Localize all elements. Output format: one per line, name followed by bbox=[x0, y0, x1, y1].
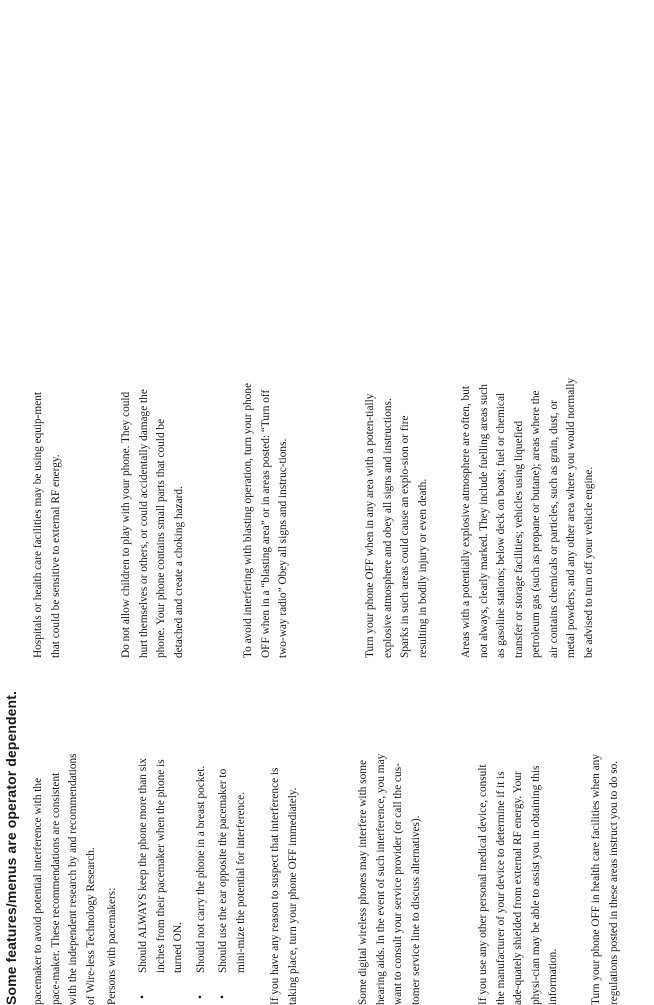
left-paragraph-4: Some digital wireless phones may interfere with some hearing aids. In the event of such interference, you may want to consult your service provider (or call the cus-tomer service line to discuss alternatives). bbox=[357, 753, 422, 1005]
left-paragraph-1: pacemaker to avoid potential interference with the pace-maker. These recommendations are consistent with the independent research by and recommendations of Wire-less Technology Research. bbox=[32, 753, 97, 1005]
right-paragraph-1: Hospitals or health care facilities may be using equip-ment that could be sensitive to external RF energy. bbox=[32, 391, 62, 658]
page-heading: Some features/menus are operator dependent. bbox=[3, 691, 19, 1005]
pacemaker-bullet-list bbox=[135, 753, 255, 1005]
left-paragraph-6: Turn your phone OFF in health care facilities when any regulations posted in these areas instruct you to do so. bbox=[590, 754, 620, 1005]
right-paragraph-5: Areas with a potentially explosive atmosphere are often, but not always, clearly marked. They include fuelling areas such as gasoline stations; below deck on boats; fuel or chemical transfer or storage facilities; vehicles using liquefied petroleum gas (such as propane or butane); areas where the air contains chemicals or particles, such as grain, dust, or metal powders; and any other area where you would normally be advised to turn off your vehicle engine. bbox=[460, 377, 595, 658]
right-paragraph-2: Do not allow children to play with your phone. They could hurt themselves or others, or could accidentally damage the phone. Your phone contains small parts that could be detached and create a choking hazard. bbox=[120, 389, 185, 658]
left-paragraph-2: Persons with pacemakers: bbox=[106, 887, 118, 1005]
right-paragraph-3: To avoid interfering with blasting operation, turn your phone OFF when in a “blasting area” or in areas posted: “Turn off two-way radio” Obey all signs and instruc-tions. bbox=[242, 383, 289, 658]
list-item: • Should ALWAYS keep the phone more than six inches from their pacemaker when the phone is turned ON. bbox=[135, 753, 188, 1005]
left-paragraph-3: If you have any reason to suspect that interference is taking place, turn your phone OFF immediately. bbox=[269, 767, 299, 1005]
list-item: • Should use the ear opposite the pacemaker to mini-mize the potential for interference. bbox=[215, 753, 250, 1005]
right-paragraph-4: Turn your phone OFF when in any area with a poten-tially explosive atmosphere and obey all signs and instructions. Sparks in such areas could cause an explo-sion or fire resulting in bodily injury or even death. bbox=[364, 393, 429, 658]
left-paragraph-5: If you use any other personal medical device, consult the manufacturer of your device to determine if it is ade-quately shielded from external RF energy. Your physi-cian may be able to assist you in obtaining this information. bbox=[477, 764, 559, 1005]
list-item: • Should not carry the phone in a breast pocket. bbox=[193, 753, 211, 1005]
